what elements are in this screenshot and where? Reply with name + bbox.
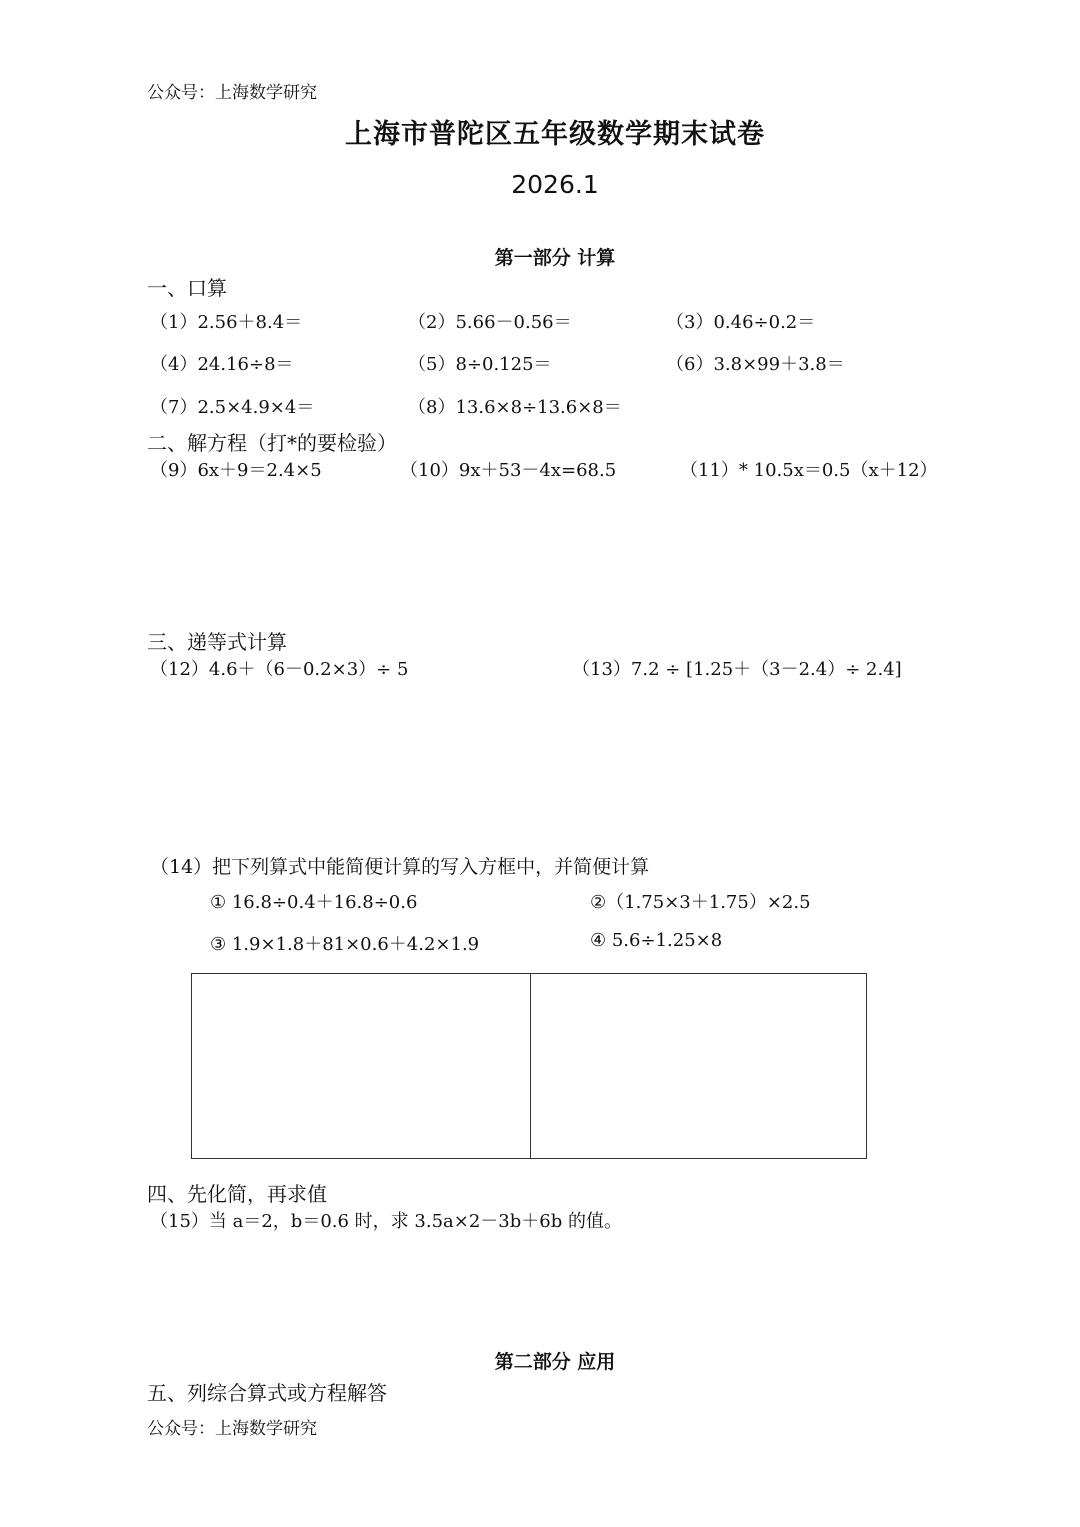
question-5: （5）8÷0.125＝: [408, 354, 552, 375]
question-13: （13）7.2 ÷ [1.25＋（3－2.4）÷ 2.4]: [572, 659, 902, 680]
question-10: （10）9x＋53－4x=68.5: [400, 460, 617, 481]
question-12: （12）4.6＋（6－0.2×3）÷ 5: [150, 659, 409, 680]
section2-heading: 二、解方程（打*的要检验）: [147, 431, 397, 455]
question-2: （2）5.66－0.56＝: [408, 312, 572, 333]
question-6: （6）3.8×99＋3.8＝: [666, 354, 845, 375]
question-8: （8）13.6×8÷13.6×8＝: [408, 397, 622, 418]
section1-heading: 一、口算: [147, 276, 227, 300]
section5-heading: 五、列综合算式或方程解答: [147, 1381, 387, 1405]
question-7: （7）2.5×4.9×4＝: [150, 397, 315, 418]
question-3: （3）0.46÷0.2＝: [666, 312, 816, 333]
q14-option-3: ③ 1.9×1.8＋81×0.6＋4.2×1.9: [210, 934, 480, 955]
question-11: （11）* 10.5x＝0.5（x＋12）: [680, 460, 938, 481]
answer-box: [191, 973, 867, 1159]
page-title: 上海市普陀区五年级数学期末试卷: [345, 119, 765, 150]
exam-date: 2026.1: [511, 170, 599, 199]
question-14-prompt: （14）把下列算式中能简便计算的写入方框中，并简便计算: [150, 856, 650, 878]
question-1: （1）2.56＋8.4＝: [150, 312, 303, 333]
q14-option-4: ④ 5.6÷1.25×8: [590, 930, 723, 951]
question-9: （9）6x＋9＝2.4×5: [150, 460, 322, 481]
section3-heading: 三、递等式计算: [147, 630, 287, 654]
q14-option-1: ① 16.8÷0.4＋16.8÷0.6: [210, 892, 418, 913]
q14-option-2: ②（1.75×3＋1.75）×2.5: [590, 892, 811, 913]
header-note: 公众号：上海数学研究: [147, 83, 317, 103]
footer-note: 公众号：上海数学研究: [147, 1419, 317, 1439]
part2-title: 第二部分 应用: [494, 1351, 616, 1373]
answer-box-divider: [530, 974, 531, 1158]
section4-heading: 四、先化简，再求值: [147, 1182, 327, 1206]
question-15: （15）当 a＝2，b＝0.6 时，求 3.5a×2－3b＋6b 的值。: [150, 1211, 622, 1232]
question-4: （4）24.16÷8＝: [150, 354, 294, 375]
part1-title: 第一部分 计算: [494, 247, 616, 269]
